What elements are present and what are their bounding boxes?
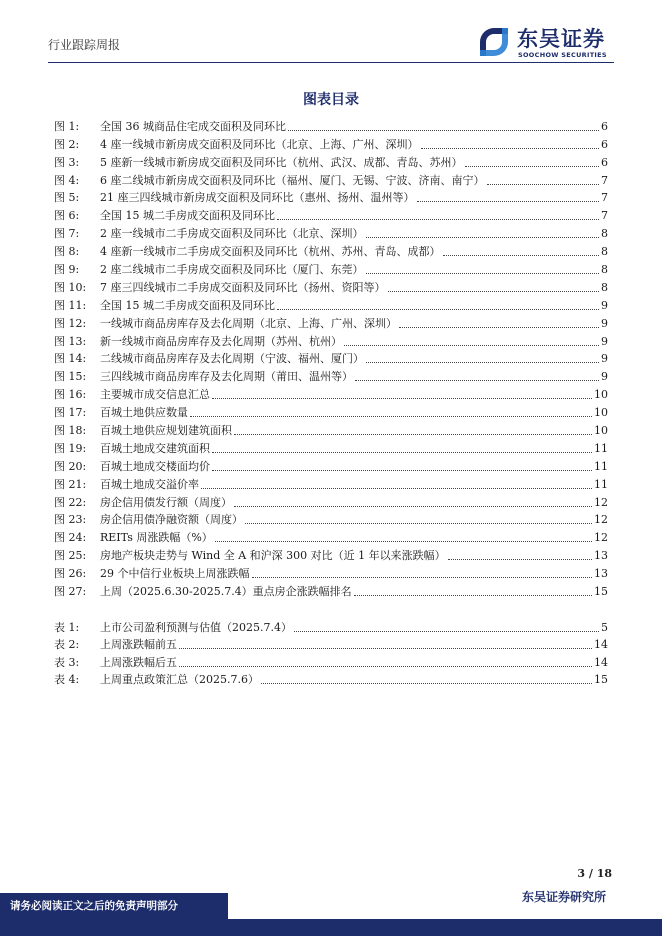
entry-title: 上周涨跌幅前五: [100, 638, 177, 652]
toc-figure-entry[interactable]: [54, 223, 608, 241]
entry-label: 表 2:: [54, 638, 80, 652]
entry-page-number: 10: [594, 406, 608, 420]
dot-leader: [234, 434, 592, 435]
entry-page-number: 6: [601, 155, 608, 169]
dot-leader: [355, 380, 599, 381]
entry-title: 2 座一线城市二手房成交面积及同环比（北京、深圳）: [100, 227, 364, 241]
dot-leader: [399, 327, 599, 328]
toc-title: 图表目录: [303, 92, 359, 108]
company-logo: [474, 22, 624, 62]
dot-leader: [366, 273, 600, 274]
entry-title: 房企信用债净融资额（周度）: [100, 513, 243, 527]
entry-label: 表 1:: [54, 620, 80, 634]
entry-page-number: 9: [601, 316, 608, 330]
entry-label: 图 25:: [54, 549, 87, 563]
dot-leader: [417, 201, 600, 202]
dot-leader: [179, 666, 592, 667]
entry-page-number: 15: [594, 585, 608, 599]
entry-page-number: 7: [601, 173, 608, 187]
entry-page-number: 9: [601, 298, 608, 312]
entry-page-number: 7: [601, 191, 608, 205]
entry-label: 图 19:: [54, 441, 87, 455]
entry-title: 百城土地供应规划建筑面积: [100, 424, 232, 438]
entry-title: 上周重点政策汇总（2025.7.6）: [100, 673, 259, 687]
entry-title: 百城土地成交溢价率: [100, 477, 199, 491]
entry-label: 图 13:: [54, 334, 87, 348]
dot-leader: [443, 255, 600, 256]
disclaimer-notice: 请务必阅读正文之后的免责声明部分: [0, 893, 228, 919]
toc-figure-entry[interactable]: [54, 205, 608, 223]
entry-page-number: 11: [594, 441, 608, 455]
entry-title: 4 座一线城市新房成交面积及同环比（北京、上海、广州、深圳）: [100, 137, 419, 151]
entry-label: 图 14:: [54, 352, 87, 366]
entry-page-number: 8: [601, 263, 608, 277]
page-number: 3 / 18: [577, 867, 612, 880]
dot-leader: [179, 648, 592, 649]
toc-figure-entry[interactable]: [54, 420, 608, 438]
toc-figure-entry[interactable]: [54, 277, 608, 295]
dot-leader: [354, 595, 592, 596]
entry-page-number: 6: [601, 119, 608, 133]
entry-label: 图 2:: [54, 137, 80, 151]
entry-page-number: 13: [594, 549, 608, 563]
entry-label: 图 1:: [54, 119, 80, 133]
entry-page-number: 11: [594, 459, 608, 473]
entry-page-number: 8: [601, 245, 608, 259]
entry-label: 图 20:: [54, 459, 87, 473]
table-list: [54, 617, 608, 687]
entry-title: 百城土地成交建筑面积: [100, 441, 210, 455]
entry-label: 图 3:: [54, 155, 80, 169]
entry-page-number: 6: [601, 137, 608, 151]
toc-figure-entry[interactable]: [54, 563, 608, 581]
entry-label: 图 27:: [54, 585, 87, 599]
entry-title: 全国 15 城二手房成交面积及同环比: [100, 209, 275, 223]
entry-label: 图 17:: [54, 406, 87, 420]
entry-page-number: 14: [594, 655, 608, 669]
entry-label: 图 24:: [54, 531, 87, 545]
entry-title: 上市公司盈利预测与估值（2025.7.4）: [100, 620, 292, 634]
toc-figure-entry[interactable]: [54, 492, 608, 510]
entry-label: 图 26:: [54, 567, 87, 581]
entry-page-number: 8: [601, 227, 608, 241]
dot-leader: [215, 541, 592, 542]
toc-figure-entry[interactable]: [54, 581, 608, 599]
toc-figure-entry[interactable]: [54, 402, 608, 420]
entry-title: 6 座二线城市新房成交面积及同环比（福州、厦门、无锡、宁波、济南、南宁）: [100, 173, 485, 187]
toc-figure-entry[interactable]: [54, 384, 608, 402]
toc-figure-entry[interactable]: [54, 313, 608, 331]
toc-table-entry[interactable]: [54, 617, 608, 635]
dot-leader: [252, 577, 593, 578]
entry-page-number: 15: [594, 673, 608, 687]
entry-page-number: 14: [594, 638, 608, 652]
toc-figure-entry[interactable]: [54, 527, 608, 545]
dot-leader: [234, 506, 592, 507]
toc-table-entry[interactable]: [54, 670, 608, 688]
dot-leader: [344, 345, 599, 346]
entry-page-number: 5: [601, 620, 608, 634]
entry-page-number: 13: [594, 567, 608, 581]
toc-figure-entry[interactable]: [54, 259, 608, 277]
dot-leader: [277, 219, 599, 220]
dot-leader: [294, 631, 599, 632]
dot-leader: [366, 237, 600, 238]
dot-leader: [190, 416, 592, 417]
header-divider: [48, 62, 614, 63]
entry-label: 图 6:: [54, 209, 80, 223]
entry-label: 图 12:: [54, 316, 87, 330]
entry-label: 图 11:: [54, 298, 87, 312]
toc-figure-entry[interactable]: [54, 116, 608, 134]
entry-page-number: 8: [601, 280, 608, 294]
entry-page-number: 10: [594, 424, 608, 438]
entry-title: 百城土地成交楼面均价: [100, 459, 210, 473]
entry-title: 全国 15 城二手房成交面积及同环比: [100, 298, 275, 312]
dot-leader: [388, 291, 600, 292]
entry-title: 一线城市商品房库存及去化周期（北京、上海、广州、深圳）: [100, 316, 397, 330]
toc-figure-entry[interactable]: [54, 438, 608, 456]
toc-figure-entry[interactable]: [54, 456, 608, 474]
dot-leader: [465, 166, 600, 167]
entry-label: 表 4:: [54, 673, 80, 687]
dot-leader: [288, 130, 599, 131]
entry-title: 房地产板块走势与 Wind 全 A 和沪深 300 对比（近 1 年以来涨跌幅）: [100, 549, 446, 563]
report-category: 行业跟踪周报: [48, 38, 121, 52]
dot-leader: [212, 452, 592, 453]
toc-figure-entry[interactable]: [54, 241, 608, 259]
entry-title: 上周（2025.6.30-2025.7.4）重点房企涨跌幅排名: [100, 585, 352, 599]
entry-title: 二线城市商品房库存及去化周期（宁波、福州、厦门）: [100, 352, 364, 366]
entry-page-number: 9: [601, 352, 608, 366]
entry-page-number: 12: [594, 513, 608, 527]
entry-title: 上周涨跌幅后五: [100, 655, 177, 669]
toc-figure-entry[interactable]: [54, 134, 608, 152]
footer-bar: [0, 919, 662, 936]
entry-title: 三四线城市商品房库存及去化周期（莆田、温州等）: [100, 370, 353, 384]
toc-figure-entry[interactable]: [54, 295, 608, 313]
toc-figure-entry[interactable]: [54, 510, 608, 528]
figure-list: [54, 116, 608, 599]
entry-title: 7 座三四线城市二手房成交面积及同环比（扬州、资阳等）: [100, 280, 386, 294]
entry-label: 图 4:: [54, 173, 80, 187]
dot-leader: [421, 148, 600, 149]
entry-title: 2 座二线城市二手房成交面积及同环比（厦门、东莞）: [100, 263, 364, 277]
entry-title: 5 座新一线城市新房成交面积及同环比（杭州、武汉、成都、青岛、苏州）: [100, 155, 463, 169]
entry-label: 图 10:: [54, 280, 87, 294]
entry-title: 主要城市成交信息汇总: [100, 388, 210, 402]
entry-label: 图 22:: [54, 495, 87, 509]
entry-label: 图 5:: [54, 191, 80, 205]
dot-leader: [212, 470, 592, 471]
footer-firm-name: 东吴证券研究所: [521, 890, 606, 904]
toc-figure-entry[interactable]: [54, 170, 608, 188]
entry-title: 21 座三四线城市新房成交面积及同环比（惠州、扬州、温州等）: [100, 191, 415, 205]
logo-chinese-name: 东吴证券: [517, 27, 605, 51]
entry-label: 图 15:: [54, 370, 87, 384]
entry-title: 全国 36 城商品住宅成交面积及同环比: [100, 119, 286, 133]
entry-label: 图 16:: [54, 388, 87, 402]
entry-label: 图 9:: [54, 263, 80, 277]
toc-figure-entry[interactable]: [54, 152, 608, 170]
entry-label: 图 7:: [54, 227, 80, 241]
toc-figure-entry[interactable]: [54, 366, 608, 384]
entry-title: REITs 周涨跌幅（%）: [100, 531, 213, 545]
entry-page-number: 7: [601, 209, 608, 223]
logo-english-name: SOOCHOW SECURITIES: [518, 51, 607, 59]
dot-leader: [487, 184, 600, 185]
toc-figure-entry[interactable]: [54, 474, 608, 492]
toc-table-entry[interactable]: [54, 652, 608, 670]
entry-title: 房企信用债发行额（周度）: [100, 495, 232, 509]
dot-leader: [366, 362, 599, 363]
entry-page-number: 11: [594, 477, 608, 491]
entry-label: 图 8:: [54, 245, 80, 259]
toc-figure-entry[interactable]: [54, 349, 608, 367]
entry-title: 新一线城市商品房库存及去化周期（苏州、杭州）: [100, 334, 342, 348]
toc-figure-entry[interactable]: [54, 188, 608, 206]
toc-table-entry[interactable]: [54, 635, 608, 653]
entry-title: 29 个中信行业板块上周涨跌幅: [100, 567, 250, 581]
entry-page-number: 12: [594, 531, 608, 545]
dot-leader: [201, 488, 592, 489]
entry-title: 百城土地供应数量: [100, 406, 188, 420]
entry-page-number: 9: [601, 334, 608, 348]
toc-figure-entry[interactable]: [54, 331, 608, 349]
dot-leader: [245, 523, 592, 524]
entry-page-number: 12: [594, 495, 608, 509]
toc-figure-entry[interactable]: [54, 545, 608, 563]
entry-label: 图 18:: [54, 424, 87, 438]
entry-label: 图 23:: [54, 513, 87, 527]
entry-label: 表 3:: [54, 655, 80, 669]
entry-page-number: 9: [601, 370, 608, 384]
entry-title: 4 座新一线城市二手房成交面积及同环比（杭州、苏州、青岛、成都）: [100, 245, 441, 259]
dot-leader: [277, 309, 599, 310]
soochow-logo-icon: [474, 22, 514, 62]
dot-leader: [212, 398, 592, 399]
entry-label: 图 21:: [54, 477, 87, 491]
dot-leader: [448, 559, 592, 560]
entry-page-number: 10: [594, 388, 608, 402]
dot-leader: [261, 683, 592, 684]
